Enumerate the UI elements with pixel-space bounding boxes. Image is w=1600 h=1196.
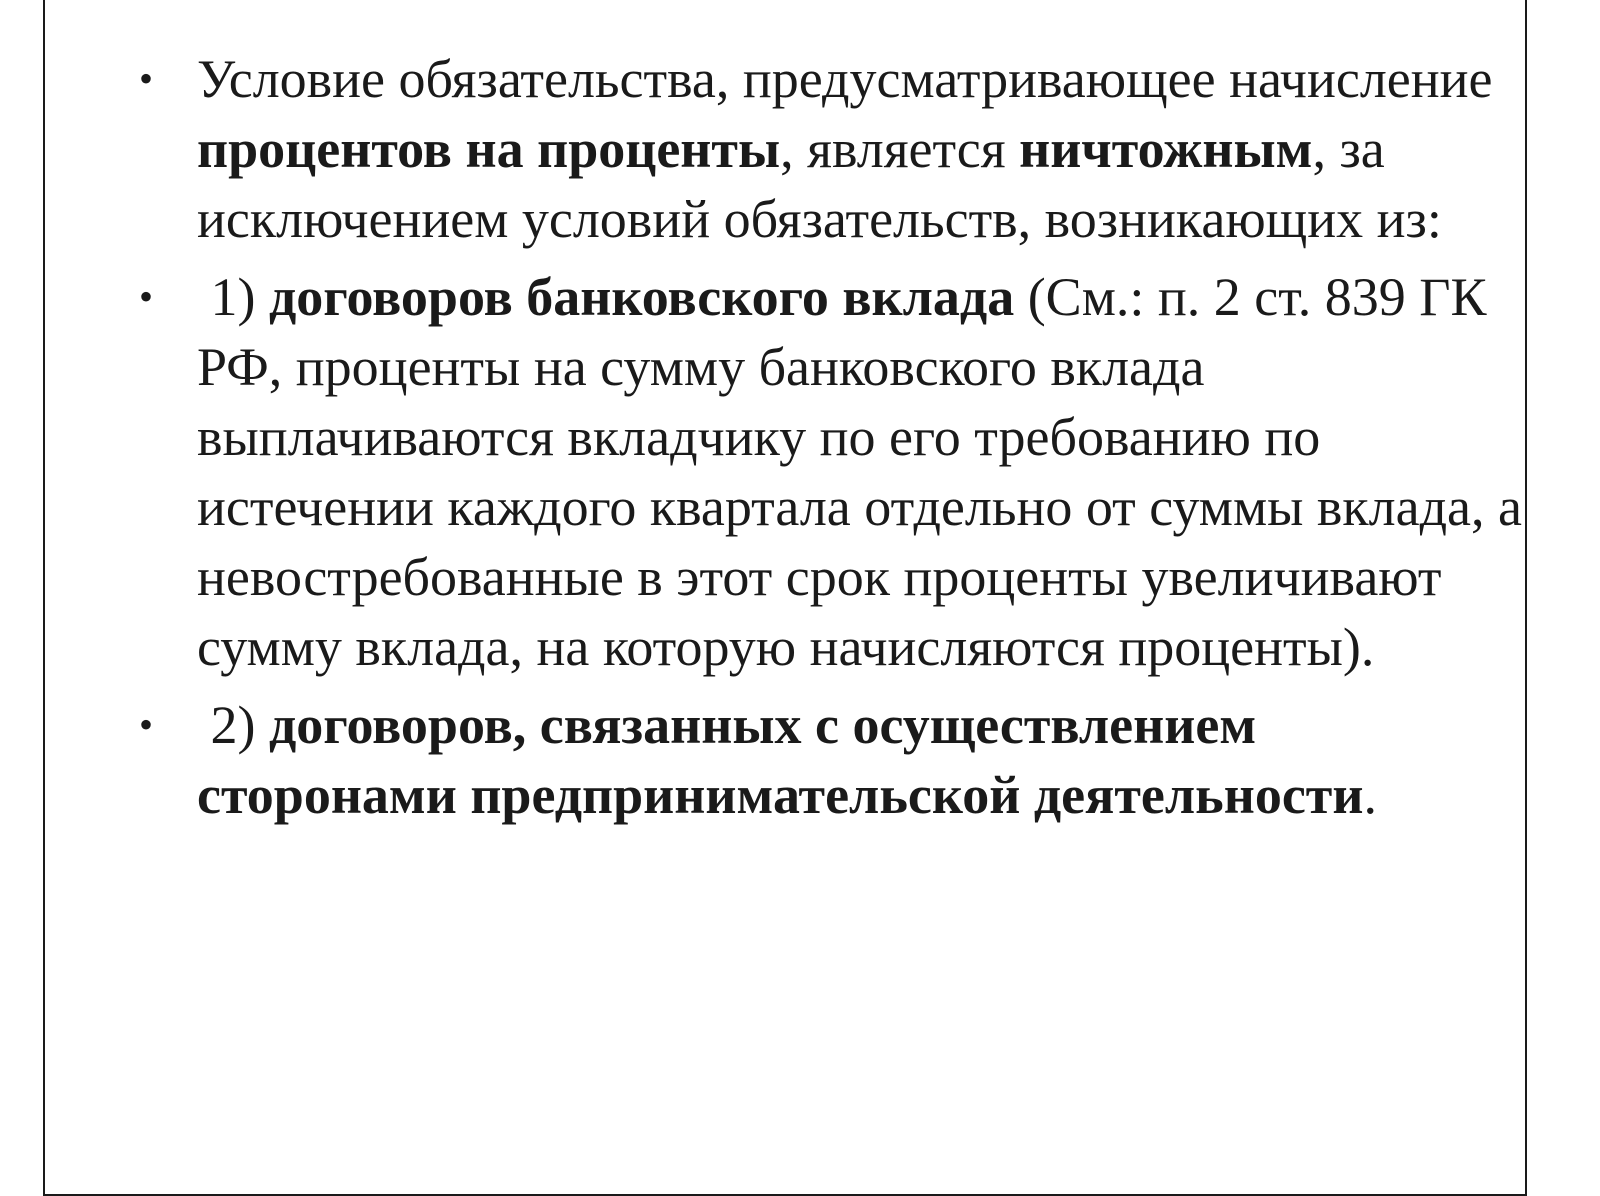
bullet-dot-icon: • — [139, 274, 154, 319]
bullet-2-bold-1: договоров банковского вклада — [268, 267, 1015, 327]
bullet-list — [139, 44, 1527, 830]
bullet-2-text-1: 1) — [197, 267, 269, 327]
bullet-3-text-1: 2) — [197, 695, 269, 755]
bullet-3-text-2: . — [1363, 765, 1377, 825]
bullet-1-text-3: , за исключением условий обязательств, возникающих из: — [197, 119, 1442, 249]
bullet-dot-icon: • — [139, 56, 154, 101]
bullet-1-text-1: Условие обязательства, предусматривающее начисление — [197, 49, 1493, 109]
bullet-1-text-2: , является — [780, 119, 1020, 179]
bullet-2-text-2: (См.: п. 2 ст. 839 ГК РФ, проценты на сумму банковского вклада выплачиваются вкладчику по его требованию по истечении каждого квартала отдельно от суммы вклада, а невостребованные в этот срок проценты увеличивают сумму вклада, на которую начисляются проценты). — [197, 267, 1522, 677]
slide-frame — [43, 0, 1527, 1196]
bullet-item-2 — [139, 262, 1527, 682]
bullet-item-1 — [139, 44, 1527, 254]
bullet-dot-icon: • — [139, 702, 154, 747]
bullet-3-bold-1: договоров, связанных с осуществлением сторонами предпринимательской деятельности — [197, 695, 1364, 825]
bullet-1-bold-1: процентов на проценты — [197, 119, 781, 179]
bullet-1-bold-2: ничтожным — [1019, 119, 1313, 179]
bullet-item-3 — [139, 690, 1527, 830]
